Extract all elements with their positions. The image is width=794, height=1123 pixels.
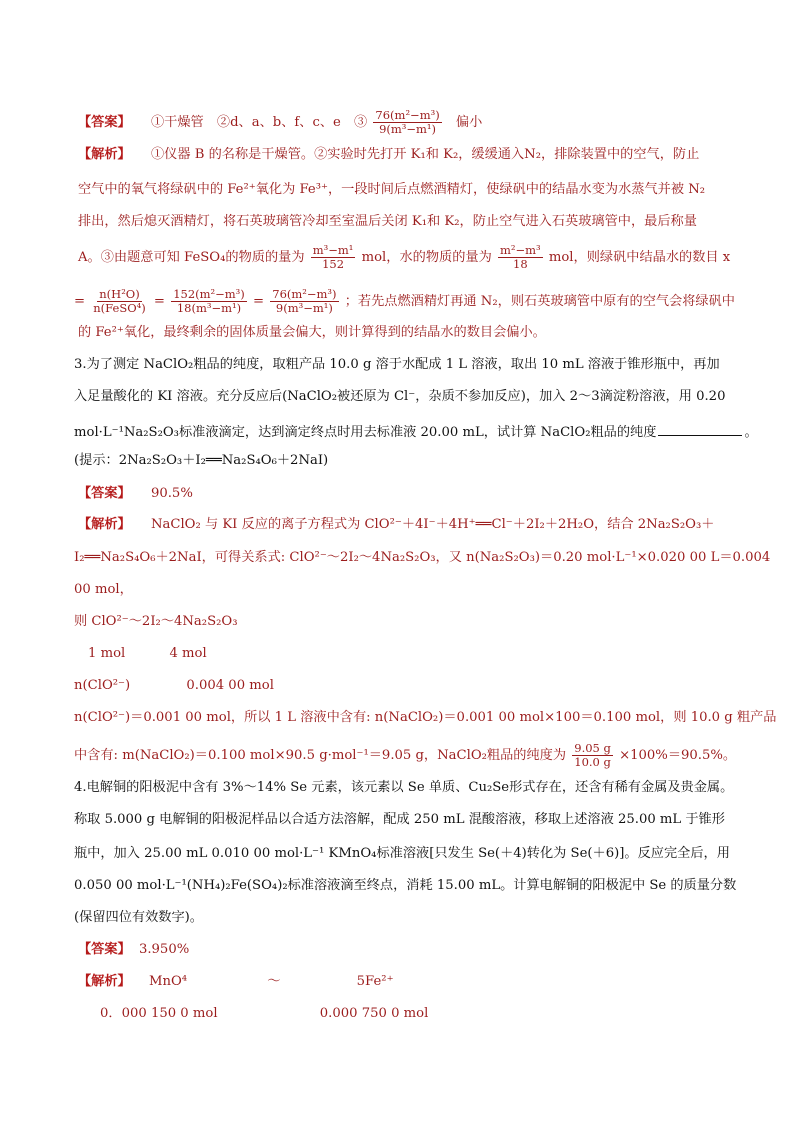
- q3-analysis-line-3: 00 mol，: [74, 582, 133, 597]
- relation-cell: 0.004 00 mol: [186, 678, 274, 693]
- q2-analysis-line-1: [78, 146, 699, 164]
- q3-analysis-line-8: [74, 742, 736, 769]
- relation-cell: 1 mol: [88, 646, 126, 661]
- relation-cell: 0．000 150 0 mol: [100, 1006, 218, 1021]
- fraction-numerator: m²−m³: [499, 243, 541, 257]
- q4-analysis-line-1: [78, 973, 394, 991]
- q3-question-line-1: 3.为了测定 NaClO₂粗品的纯度，取粗产品 10.0 g 溶于水配成 1 L 溶液，取出 10 mL 溶液于锥形瓶中，再加: [74, 357, 720, 372]
- q3-question-line-3: [74, 421, 758, 442]
- q3-analysis-line-1: [78, 516, 714, 534]
- q3-answer-line: [78, 485, 193, 503]
- answer-blank: [658, 421, 742, 436]
- answer-fraction: [373, 109, 441, 136]
- q3-relation-row-1: [88, 645, 207, 663]
- analysis-text: ①仪器 B 的名称是干燥管。②实验时先打开 K₁和 K₂，缓缓通入N₂，排除装置中的空气，防止: [150, 147, 700, 162]
- answer-text: 90.5%: [150, 486, 193, 501]
- q2-analysis-line-5: [74, 288, 735, 315]
- answer-tag: 【答案】: [78, 486, 131, 501]
- fraction-denominator: 152: [322, 257, 345, 271]
- relation-cell: n(ClO²⁻): [74, 678, 131, 693]
- fraction-denominator: 18: [513, 257, 528, 271]
- fraction: [498, 244, 543, 271]
- fraction-denominator: 18(m³−m¹): [176, 301, 242, 315]
- fraction-numerator: 9.05 g: [574, 741, 611, 755]
- q2-analysis-line-6: 的 Fe²⁺氧化，最终剩余的固体质量会偏大，则计算得到的结晶水的数目会偏小。: [78, 325, 546, 340]
- analysis-tag: 【解析】: [78, 974, 131, 989]
- equals-sign: =: [153, 294, 165, 309]
- analysis-text: mol，则绿矾中结晶水的数目 x: [548, 250, 731, 265]
- fraction: [91, 288, 147, 315]
- answer-tail: 偏小: [455, 115, 483, 130]
- analysis-text: A。③由题意可知 FeSO₄的物质的量为: [78, 250, 305, 265]
- equals-sign: =: [74, 294, 86, 309]
- q2-answer-line: [78, 109, 482, 136]
- answer-text: 3.950%: [138, 942, 190, 957]
- fraction-denominator: n(FeSO⁴): [93, 301, 146, 315]
- fraction-numerator: 76(m²−m³): [375, 108, 440, 122]
- equals-sign: =: [252, 294, 265, 309]
- question-text: 。: [744, 425, 758, 440]
- q4-question-line-5: (保留四位有效数字)。: [74, 910, 203, 925]
- question-text: mol·L⁻¹Na₂S₂O₃标准液滴定，达到滴定终点时用去标准液 20.00 mL，试计算 NaClO₂粗品的纯度: [74, 425, 657, 440]
- fraction: [171, 288, 247, 315]
- q3-relation-row-2: [74, 677, 274, 695]
- analysis-tag: 【解析】: [78, 517, 131, 532]
- q4-answer-line: [78, 941, 189, 959]
- q4-question-line-3: 瓶中，加入 25.00 mL 0.010 00 mol·L⁻¹ KMnO₄标准溶液[只发生 Se(＋4)转化为 Se(＋6)]。反应完全后，用: [74, 846, 730, 861]
- q2-analysis-line-4: [78, 244, 730, 271]
- analysis-text: 中含有: m(NaClO₂)＝0.100 mol×90.5 g·mol⁻¹＝9.05 g，NaClO₂粗品的纯度为: [74, 748, 567, 763]
- q3-question-hint: (提示：2Na₂S₂O₃＋I₂══Na₂S₄O₆＋2NaI): [74, 453, 329, 468]
- fraction-numerator: m³−m¹: [312, 243, 354, 257]
- q3-analysis-line-2: I₂══Na₂S₄O₆＋2NaI，可得关系式: ClO²⁻～2I₂～4Na₂S₂O₃，又 n(Na₂S₂O₃)＝0.20 mol·L⁻¹×0.020 00 L＝0.004: [74, 550, 771, 565]
- q4-question-line-2: 称取 5.000 g 电解铜的阳极泥样品以合适方法溶解，配成 250 mL 混酸溶液，移取上述溶液 25.00 mL 于锥形: [74, 812, 725, 827]
- q2-analysis-line-3: 排出，然后熄灭酒精灯，将石英玻璃管冷却至室温后关闭 K₁和 K₂，防止空气进入石英玻璃管中，最后称量: [78, 214, 697, 229]
- fraction: [572, 742, 613, 769]
- fraction: [270, 288, 338, 315]
- analysis-text: ×100%＝90.5%。: [619, 748, 737, 763]
- fraction-numerator: 76(m²−m³): [272, 287, 337, 301]
- answer-tag: 【答案】: [78, 942, 131, 957]
- q2-analysis-line-2: 空气中的氧气将绿矾中的 Fe²⁺氧化为 Fe³⁺，一段时间后点燃酒精灯，使绿矾中的结晶水变为水蒸气并被 N₂: [78, 182, 706, 197]
- fraction: [311, 244, 356, 271]
- fraction-denominator: 9(m³−m¹): [275, 301, 333, 315]
- analysis-text: NaClO₂ 与 KI 反应的离子方程式为 ClO²⁻＋4I⁻＋4H⁺══Cl⁻＋2I₂＋2H₂O，结合 2Na₂S₂O₃＋: [150, 517, 715, 532]
- relation-cell: ～: [267, 974, 281, 989]
- q4-question-line-1: 4.电解铜的阳极泥中含有 3%～14% Se 元素，该元素以 Se 单质、Cu₂Se形式存在，还含有稀有金属及贵金属。: [74, 780, 734, 795]
- q3-analysis-line-7: n(ClO²⁻)＝0.001 00 mol，所以 1 L 溶液中含有: n(NaClO₂)＝0.001 00 mol×100＝0.100 mol，则 10.0 g 粗产品: [74, 710, 777, 725]
- relation-cell: MnO⁴: [148, 974, 188, 989]
- fraction-numerator: n(H²O): [99, 287, 140, 301]
- q3-analysis-line-4: 则 ClO²⁻～2I₂～4Na₂S₂O₃: [74, 614, 238, 629]
- analysis-tag: 【解析】: [78, 147, 131, 162]
- fraction-numerator: 152(m²−m³): [173, 287, 245, 301]
- q4-question-line-4: 0.050 00 mol·L⁻¹(NH₄)₂Fe(SO₄)₂标准溶液滴至终点，消耗 15.00 mL。计算电解铜的阳极泥中 Se 的质量分数: [74, 878, 737, 893]
- fraction-denominator: 10.0 g: [574, 755, 611, 769]
- relation-cell: 5Fe²⁺: [356, 974, 394, 989]
- analysis-text: ；若先点燃酒精灯再通 N₂，则石英玻璃管中原有的空气会将绿矾中: [344, 294, 735, 309]
- q3-question-line-2: 入足量酸化的 KI 溶液。充分反应后(NaClO₂被还原为 Cl⁻，杂质不参加反应)，加入 2～3滴淀粉溶液，用 0.20: [74, 389, 726, 404]
- fraction-denominator: 9(m³−m¹): [379, 122, 437, 136]
- answer-text: ①干燥管 ②d、a、b、f、c、e ③: [150, 115, 368, 130]
- relation-cell: 4 mol: [169, 646, 207, 661]
- answer-tag: 【答案】: [78, 115, 131, 130]
- q4-analysis-line-2: [100, 1005, 428, 1023]
- relation-cell: 0.000 750 0 mol: [319, 1006, 429, 1021]
- analysis-text: mol，水的物质的量为: [361, 250, 492, 265]
